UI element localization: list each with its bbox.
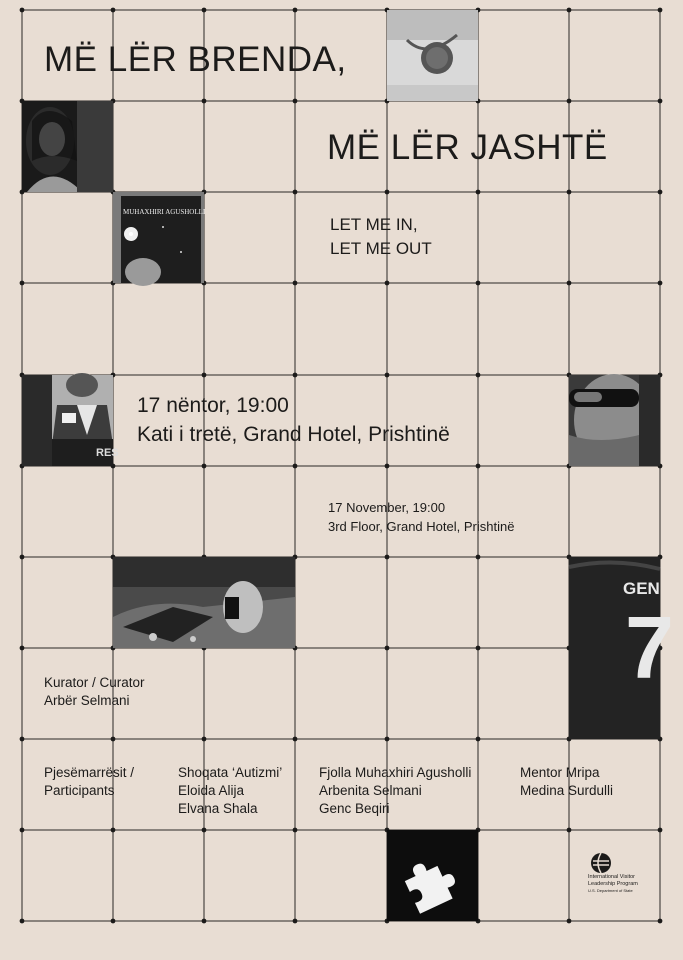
grid-dot (202, 373, 207, 378)
participants-column-2 (319, 764, 471, 818)
participant-name: Fjolla Muhaxhiri Agusholli (319, 765, 472, 780)
logo-line-3: U.S. Department of State (588, 888, 633, 893)
photo-book-cover (113, 192, 204, 283)
grid-dot (293, 8, 298, 13)
grid-dot (202, 99, 207, 104)
grid-dot (476, 373, 481, 378)
grid-dot (293, 828, 298, 833)
grid-dot (20, 828, 25, 833)
title-line-2: MË LËR JASHTË (327, 128, 608, 167)
participants-label (44, 764, 134, 800)
grid-dot (567, 919, 572, 924)
grid-dot (202, 919, 207, 924)
participant-name: Genc Beqiri (319, 801, 390, 816)
logo-line-2: Leadership Program (588, 881, 638, 887)
grid-dot (658, 8, 663, 13)
event-venue-en: 3rd Floor, Grand Hotel, Prishtinë (328, 519, 515, 534)
jersey-number: 7 (625, 598, 674, 697)
grid-dot (476, 646, 481, 651)
grid-dot (20, 919, 25, 924)
participant-name: Arbenita Selmani (319, 783, 422, 798)
participants-label-line-2: Participants (44, 783, 115, 798)
grid-dot (476, 737, 481, 742)
curator-name: Arbër Selmani (44, 693, 130, 708)
grid-dot (293, 373, 298, 378)
title-line-1: MË LËR BRENDA, (44, 40, 347, 79)
grid-dot (202, 828, 207, 833)
event-date-sq: 17 nëntor, 19:00 (137, 394, 289, 417)
participants-column-3 (520, 764, 613, 800)
subtitle-line-2: LET ME OUT (330, 239, 432, 258)
grid-dot (20, 737, 25, 742)
event-date-en: 17 November, 19:00 (328, 500, 446, 515)
grid-dot (385, 464, 390, 469)
event-venue-sq: Kati i tretë, Grand Hotel, Prishtinë (137, 423, 450, 446)
grid-dot (658, 919, 663, 924)
grid-dot (476, 281, 481, 286)
photo-woman-portrait (22, 101, 113, 192)
grid-dot (476, 190, 481, 195)
participant-name: Medina Surdulli (520, 783, 614, 798)
photo-figure-lying (113, 557, 295, 648)
participant-name: Mentor Mripa (520, 765, 600, 780)
grid-dot (202, 8, 207, 13)
grid-dot (20, 8, 25, 13)
grid-dot (202, 737, 207, 742)
grid-dot (202, 464, 207, 469)
curator-block (44, 674, 145, 710)
grid-dot (476, 464, 481, 469)
photo-man-sunglasses (569, 375, 660, 466)
grid-dot (385, 190, 390, 195)
globe-logo-icon (590, 852, 612, 874)
grid-dot (293, 737, 298, 742)
grid-dot (567, 8, 572, 13)
grid-dot (111, 828, 116, 833)
event-info-english (328, 498, 514, 536)
participants-label-line-1: Pjesëmarrësit / (44, 765, 135, 780)
photo-presenter (22, 375, 119, 466)
puzzle-piece-tile (387, 830, 478, 921)
grid-dot (567, 190, 572, 195)
photo-knitted-ball (387, 10, 478, 101)
grid-dot (293, 919, 298, 924)
grid-dot (111, 8, 116, 13)
grid-dot (567, 281, 572, 286)
grid-dot (293, 190, 298, 195)
grid-dot (658, 190, 663, 195)
participant-name: Shoqata ‘Autizmi’ (178, 765, 283, 780)
grid-dot (20, 646, 25, 651)
grid-dot (385, 373, 390, 378)
subtitle (330, 213, 432, 261)
grid-dot (293, 281, 298, 286)
grid-dot (567, 828, 572, 833)
ivlp-logo (588, 852, 658, 894)
photo-jersey (569, 557, 674, 739)
logo-line-1: International Visitor (588, 874, 635, 880)
badge-text: RES (96, 447, 119, 459)
grid-dot (658, 99, 663, 104)
participant-name: Eloida Alija (178, 783, 245, 798)
grid-dot (111, 919, 116, 924)
participants-column-1 (178, 764, 282, 818)
grid-dot (293, 464, 298, 469)
grid-dot (293, 99, 298, 104)
grid-dot (476, 555, 481, 560)
curator-label: Kurator / Curator (44, 675, 145, 690)
grid-dot (658, 828, 663, 833)
event-info-albanian (137, 391, 450, 449)
grid-dot (385, 555, 390, 560)
grid-dot (20, 555, 25, 560)
book-cover-text: MUHAXHIRI AGUSHOLLI (123, 208, 206, 216)
grid-dot (385, 281, 390, 286)
grid-dot (567, 99, 572, 104)
grid-dot (20, 281, 25, 286)
grid-dot (658, 281, 663, 286)
subtitle-line-1: LET ME IN, (330, 215, 418, 234)
jersey-text: GEN (623, 579, 660, 598)
participant-name: Elvana Shala (178, 801, 258, 816)
grid-dot (385, 737, 390, 742)
grid-dot (385, 646, 390, 651)
grid-dot (111, 737, 116, 742)
